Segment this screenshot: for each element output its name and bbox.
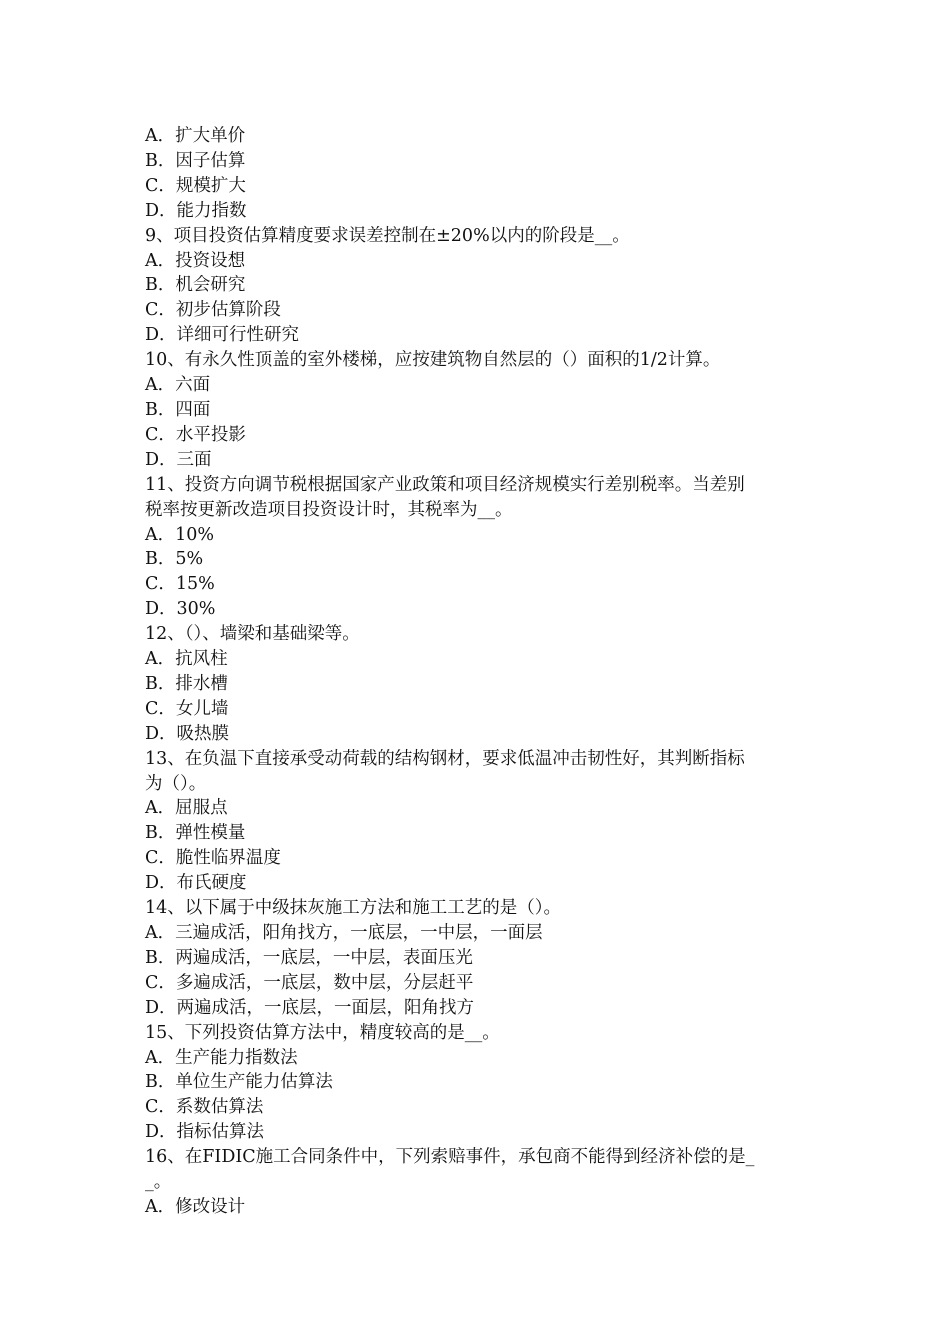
question-line: 13、在负温下直接承受动荷载的结构钢材，要求低温冲击韧性好，其判断指标 bbox=[145, 748, 745, 769]
option-line: D．三面 bbox=[145, 449, 212, 470]
option-line: C．15% bbox=[145, 574, 215, 595]
option-line: B．弹性模量 bbox=[145, 823, 246, 844]
question-line: 为（）。 bbox=[145, 773, 207, 794]
option-line: A．修改设计 bbox=[145, 1196, 246, 1217]
question-line: 11、投资方向调节税根据国家产业政策和项目经济规模实行差别税率。当差别 bbox=[145, 474, 745, 495]
option-line: B．5% bbox=[145, 549, 204, 570]
option-line: C．脆性临界温度 bbox=[145, 848, 281, 869]
option-line: B．机会研究 bbox=[145, 275, 246, 296]
question-line: 税率按更新改造项目投资设计时，其税率为__。 bbox=[145, 499, 513, 520]
question-line: 15、下列投资估算方法中，精度较高的是__。 bbox=[145, 1022, 500, 1043]
option-line: A．三遍成活，阳角找方，一底层，一中层，一面层 bbox=[145, 923, 543, 943]
option-line: A．屈服点 bbox=[145, 798, 228, 819]
option-line: B．两遍成活，一底层，一中层，表面压光 bbox=[145, 947, 473, 968]
option-line: C．初步估算阶段 bbox=[145, 300, 281, 321]
option-line: A．六面 bbox=[145, 375, 211, 396]
option-line: B．四面 bbox=[145, 399, 211, 420]
option-line: D．两遍成活，一底层，一面层，阳角找方 bbox=[145, 997, 475, 1018]
question-line: 10、有永久性顶盖的室外楼梯，应按建筑物自然层的（）面积的1/2计算。 bbox=[145, 350, 721, 371]
question-line: 14、以下属于中级抹灰施工方法和施工工艺的是（）。 bbox=[145, 898, 562, 919]
question-line: 12、（）、墙梁和基础梁等。 bbox=[145, 624, 360, 645]
question-line: _。 bbox=[145, 1172, 172, 1193]
option-line: D．指标估算法 bbox=[145, 1122, 265, 1143]
option-line: C．多遍成活，一底层，数中层，分层赶平 bbox=[145, 972, 474, 993]
option-line: B．单位生产能力估算法 bbox=[145, 1072, 333, 1093]
option-line: D．详细可行性研究 bbox=[145, 325, 300, 346]
option-line: C．女儿墙 bbox=[145, 698, 229, 719]
question-line: 9、项目投资估算精度要求误差控制在±20%以内的阶段是__。 bbox=[145, 225, 630, 246]
option-line: B．因子估算 bbox=[145, 150, 246, 171]
option-line: A．抗风柱 bbox=[145, 649, 228, 670]
option-line: B．排水槽 bbox=[145, 673, 228, 694]
option-line: D．30% bbox=[145, 599, 216, 620]
option-line: C．系数估算法 bbox=[145, 1097, 264, 1118]
option-line: A．生产能力指数法 bbox=[145, 1047, 298, 1068]
option-line: A．投资设想 bbox=[145, 250, 246, 271]
option-line: C．规模扩大 bbox=[145, 175, 246, 196]
option-line: A．10% bbox=[145, 524, 215, 545]
option-line: D．布氏硬度 bbox=[145, 873, 247, 894]
page-content bbox=[145, 124, 813, 1220]
option-line: D．吸热膜 bbox=[145, 723, 230, 744]
question-line: 16、在FIDIC施工合同条件中，下列索赔事件，承包商不能得到经济补偿的是_ bbox=[145, 1147, 755, 1168]
option-line: C．水平投影 bbox=[145, 424, 246, 445]
option-line: D．能力指数 bbox=[145, 200, 247, 221]
option-line: A．扩大单价 bbox=[145, 126, 246, 146]
